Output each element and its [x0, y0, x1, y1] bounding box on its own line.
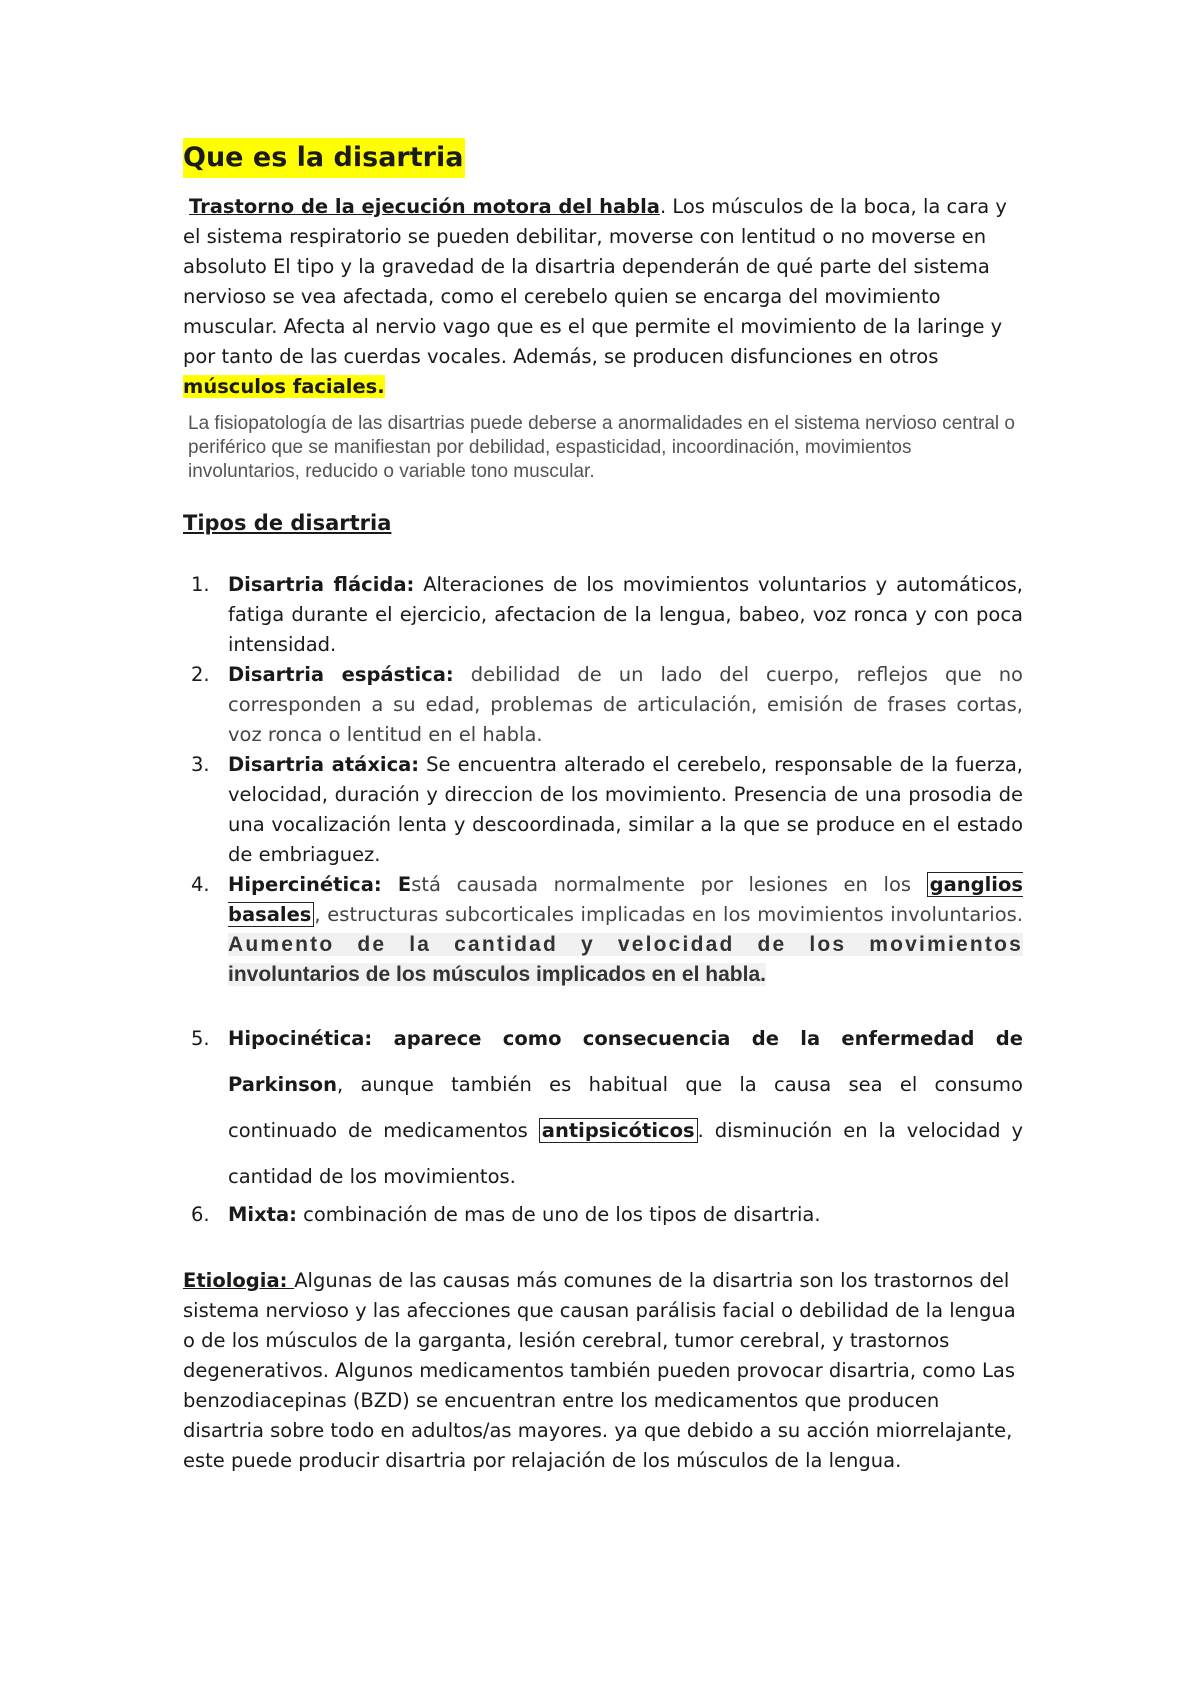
etiology-paragraph [183, 1266, 1023, 1476]
type-text: debilidad de un lado del cuerpo, reflejos que no corresponden a su edad, problemas de articulación, emisión de frases cortas, voz ronca o lentitud en el habla. [228, 663, 1023, 746]
list-number: 5. [191, 1027, 210, 1050]
list-number: 2. [191, 663, 210, 686]
type-name: Mixta: [228, 1203, 297, 1226]
list-item-flacida [183, 570, 1023, 660]
intro-paragraph [183, 192, 1023, 402]
type-text: , aunque también es habitual que la causa sea el consumo continuado de medicamentos [228, 1073, 1023, 1142]
list-number: 1. [191, 573, 210, 596]
type-name: Hipercinética: E [228, 873, 412, 896]
physiopathology-paragraph: La fisiopatología de las disartrias puede deberse a anormalidades en el sistema nervioso central o periférico que se manifiestan por debilidad, espasticidad, incoordinación, movimientos involuntarios, reducido o variable tono muscular. [188, 413, 1015, 482]
list-item-mixta [183, 1200, 1023, 1230]
type-text: stá causada normalmente por lesiones en los [411, 873, 927, 896]
type-name: Disartria flácida: [228, 573, 415, 596]
type-text: combinación de mas de uno de los tipos de disartria. [296, 1203, 821, 1226]
etiology-label: Etiologia: [183, 1269, 295, 1292]
intro-lead: Trastorno de la ejecución motora del habla [189, 195, 660, 218]
list-item-ataxica [183, 750, 1023, 870]
type-text: Se encuentra alterado el cerebelo, responsable de la fuerza, velocidad, duración y direccion de los movimiento. Presencia de una prosodia de una vocalización lenta y descoordinada, similar a la que se produce en el estado de embriaguez. [228, 753, 1023, 866]
type-text: , estructuras subcorticales implicadas en los movimientos involuntarios. [314, 903, 1023, 926]
page-title: Que es la disartria [183, 138, 465, 178]
list-number: 4. [191, 873, 210, 896]
list-item-espastica [183, 660, 1023, 750]
boxed-term: antipsicóticos [539, 1118, 698, 1143]
boxed-term: ganglios basales [228, 873, 1023, 926]
types-list [183, 570, 1023, 1230]
type-name: Disartria espástica: [228, 663, 454, 686]
intro-text: . Los músculos de la boca, la cara y el sistema respiratorio se pueden debilitar, moverse con lentitud o no moverse en absoluto El tipo y la gravedad de la disartria dependerán de qué parte del sistema nervioso se vea afectada, como el cerebelo quien se encarga del movimiento muscular. Afecta al nervio vago que es el que permite el movimiento de la laringe y por tanto de las cuerdas vocales. Además, se producen disfunciones en otros [183, 195, 1007, 368]
type-lead: aparece como consecuencia de la enfermedad de Parkinson [228, 1027, 1023, 1096]
list-number: 6. [191, 1203, 210, 1226]
type-text: Alteraciones de los movimientos voluntarios y automáticos, fatiga durante el ejercicio, afectacion de la lengua, babeo, voz ronca y con poca intensidad. [228, 573, 1023, 656]
emphasis-text: Aumento de la cantidad y velocidad de los movimientos [228, 933, 1023, 956]
intro-highlight: músculos faciales. [183, 375, 385, 398]
list-item-hipocinetica [183, 1016, 1023, 1200]
document-page [183, 138, 1023, 1476]
type-name: Hipocinética: [228, 1027, 373, 1050]
type-name: Disartria atáxica: [228, 753, 420, 776]
type-text: . disminución en la velocidad y cantidad de los movimientos. [228, 1119, 1023, 1188]
etiology-text: Algunas de las causas más comunes de la disartria son los trastornos del sistema nervioso y las afecciones que causan parálisis facial o debilidad de la lengua o de los músculos de la garganta, lesión cerebral, tumor cerebral, y trastornos degenerativos. Algunos medicamentos también pueden provocar disartria, como Las benzodiacepinas (BZD) se encuentran entre los medicamentos que producen disartria sobre todo en adultos/as mayores. ya que debido a su acción miorrelajante, este puede producir disartria por relajación de los músculos de la lengua. [183, 1269, 1016, 1472]
list-number: 3. [191, 753, 210, 776]
list-item-hipercinetica [183, 870, 1023, 990]
types-heading: Tipos de disartria [183, 511, 392, 535]
emphasis-text: involuntarios de los músculos implicados en el habla. [228, 963, 766, 986]
